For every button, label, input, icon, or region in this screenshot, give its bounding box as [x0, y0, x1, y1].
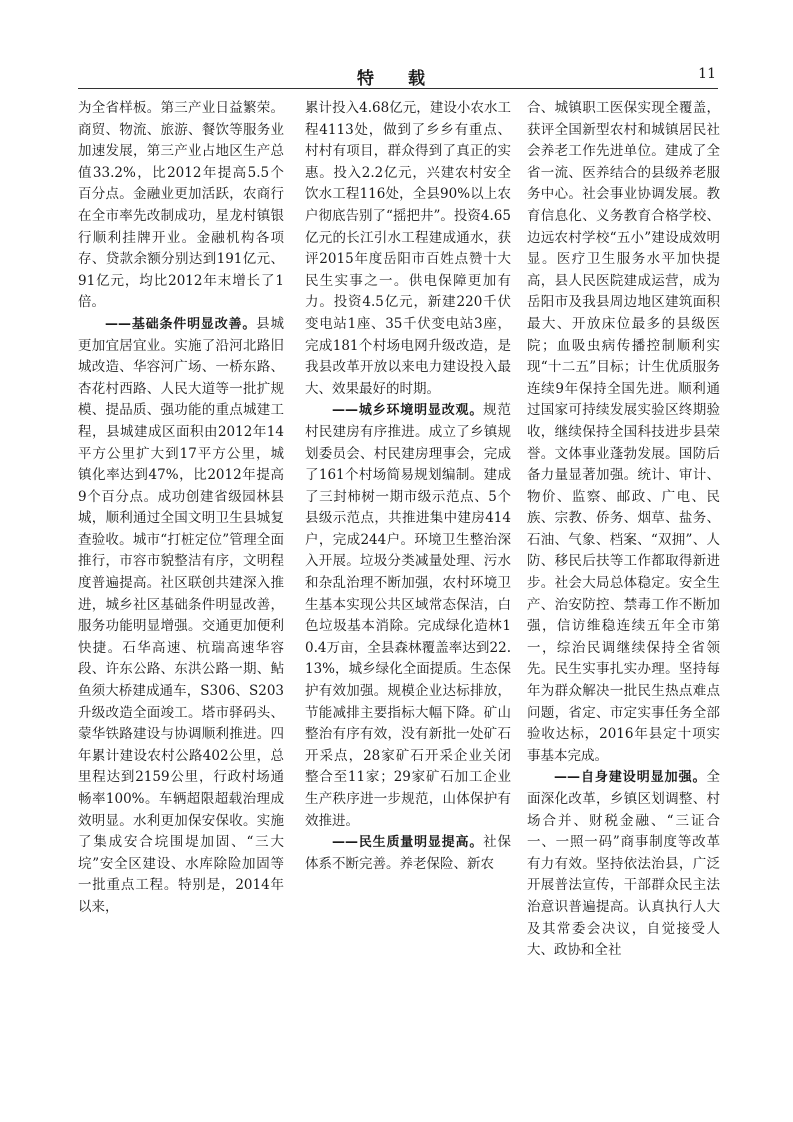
- paragraph: [78, 314, 284, 919]
- section-title: 特 载: [357, 69, 439, 89]
- paragraph-text: 为全省样板。第三产业日益繁荣。商贸、物流、旅游、餐饮等服务业加速发展，第三产业占地区生产总值33.2%，比2012年提高5.5个百分点。金融业更加活跃，农商行在全市率先改制成功，星龙村镇银行顺利挂牌开业。金融机构各项存、贷款余额分别达到191亿元、91亿元，均比2012年末增长了1倍。: [78, 100, 284, 311]
- section-heading: ——城乡环境明显改观。: [332, 403, 484, 419]
- paragraph-text: 累计投入4.68亿元，建设小农水工程4113处，做到了乡乡有重点、村村有项目，群众得到了真正的实惠。投入2.2亿元，兴建农村安全饮水工程116处，全县90%以上农户彻底告别了“摇把井”。投资4.65亿元的长江引水工程建成通水，获评2015年度岳阳市百姓点赞十大民生实事之一。供电保障更加有力。投资4.5亿元，新建220千伏变电站1座、35千伏变电站3座，完成181个村场电网升级改造，是我县改革开放以来电力建设投入最大、效果最好的时期。: [305, 100, 511, 397]
- paragraph-text: 规范村民建房有序推进。成立了乡镇规划委员会、村民建房理事会，完成了161个村场简易规划编制。建成了三封柿树一期市级示范点、5个县级示范点，共推进集中建房414户，完成244户。环境卫生整治深入开展。垃圾分类减量处理、污水和杂乱治理不断加强，农村环境卫生基本实现公共区域常态保洁，白色垃圾基本消除。完成绿化造林10.4万亩，全县森林覆盖率达到22.13%，城乡绿化全面提质。生态保护有效加强。规模企业达标排放，节能减排主要指标大幅下降。矿山整治有序有效，没有新批一处矿石开采点，28家矿石开采企业关闭整合至11家；29家矿石加工企业生产秩序进一步规范，山体保护有效推进。: [305, 402, 511, 829]
- section-heading: ——民生质量明显提高。: [332, 835, 484, 851]
- paragraph-text: 合、城镇职工医保实现全覆盖，获评全国新型农村和城镇居民社会养老工作先进单位。建成了全省一流、医养结合的县级养老服务中心。社会事业协调发展。教育信息化、义务教育合格学校、边远农村学校“五小”建设成效明显。医疗卫生服务水平加快提高，县人民医院建成运营，成为岳阳市及我县周边地区建筑面积最大、开放床位最多的县级医院；血吸虫病传播控制顺利实现“十二五”目标；计生优质服务连续9年保持全国先进。顺利通过国家可持续发展实验区终期验收，继续保持全国科技进步县荣誉。文体事业蓬勃发展。国防后备力量显著加强。统计、审计、物价、监察、邮政、广电、民族、宗教、侨务、烟草、盐务、石油、气象、档案、“双拥”、人防、移民后扶等工作都取得新进步。社会大局总体稳定。安全生产、治安防控、禁毒工作不断加强，信访维稳连续五年全市第一，综治民调继续保持全省领先。民生实事扎实办理。坚持每年为群众解决一批民生热点难点问题，省定、市定实事任务全部验收达标，2016年县定十项实事基本完成。: [527, 100, 720, 764]
- page-number: 11: [698, 66, 716, 82]
- paragraph: [305, 400, 511, 832]
- section-heading: ——基础条件明显改善。: [105, 316, 257, 332]
- paragraph-text: 社保体系不断完善。养老保险、新农: [305, 834, 511, 872]
- paragraph: [305, 98, 511, 400]
- paragraph-text: 县城更加宜居宜业。实施了沿河北路旧城改造、华容河广场、一桥东路、杏花村西路、人民大道等一批扩规模、提品质、强功能的重点城建工程，县城建成区面积由2012年14平方公里扩大到17平方公里，城镇化率达到47%，比2012年提高9个百分点。成功创建省级园林县城，顺利通过全国文明卫生县城复查验收。城市“打桩定位”管理全面推行，市容市貌整洁有序，文明程度普遍提高。社区联创共建深入推进，城乡社区基础条件明显改善，服务功能明显增强。交通更加便利快捷。石华高速、杭瑞高速华容段、许东公路、东洪公路一期、鲇鱼须大桥建成通车，S306、S203升级改造全面竣工。塔市驿码头、蒙华铁路建设与协调顺利推进。四年累计建设农村公路402公里，总里程达到2159公里，行政村场通畅率100%。车辆超限超载治理成效明显。水利更加保安保收。实施了集成安合垸围堤加固、“三大垸”安全区建设、水库除险加固等一批重点工程。特别是，2014年以来，: [78, 315, 284, 915]
- text-column-1: [78, 98, 284, 1098]
- paragraph: [78, 98, 284, 314]
- paragraph: [527, 98, 720, 767]
- paragraph-text: 全面深化改革，乡镇区划调整、村场合并、财税金融、“三证合一、一照一码”商事制度等改革有力有效。坚持依法治县，广泛开展普法宣传，干部群众民主法治意识普遍提高。认真执行人大及其常委会决议，自觉接受人大、政协和全社: [527, 769, 720, 959]
- section-heading: ——自身建设明显加强。: [554, 770, 707, 786]
- running-header: [78, 62, 718, 88]
- text-column-3: [527, 98, 720, 1098]
- paragraph: [527, 767, 720, 961]
- header-rule: [78, 88, 718, 89]
- paragraph: [305, 832, 511, 875]
- text-column-2: [305, 98, 511, 1098]
